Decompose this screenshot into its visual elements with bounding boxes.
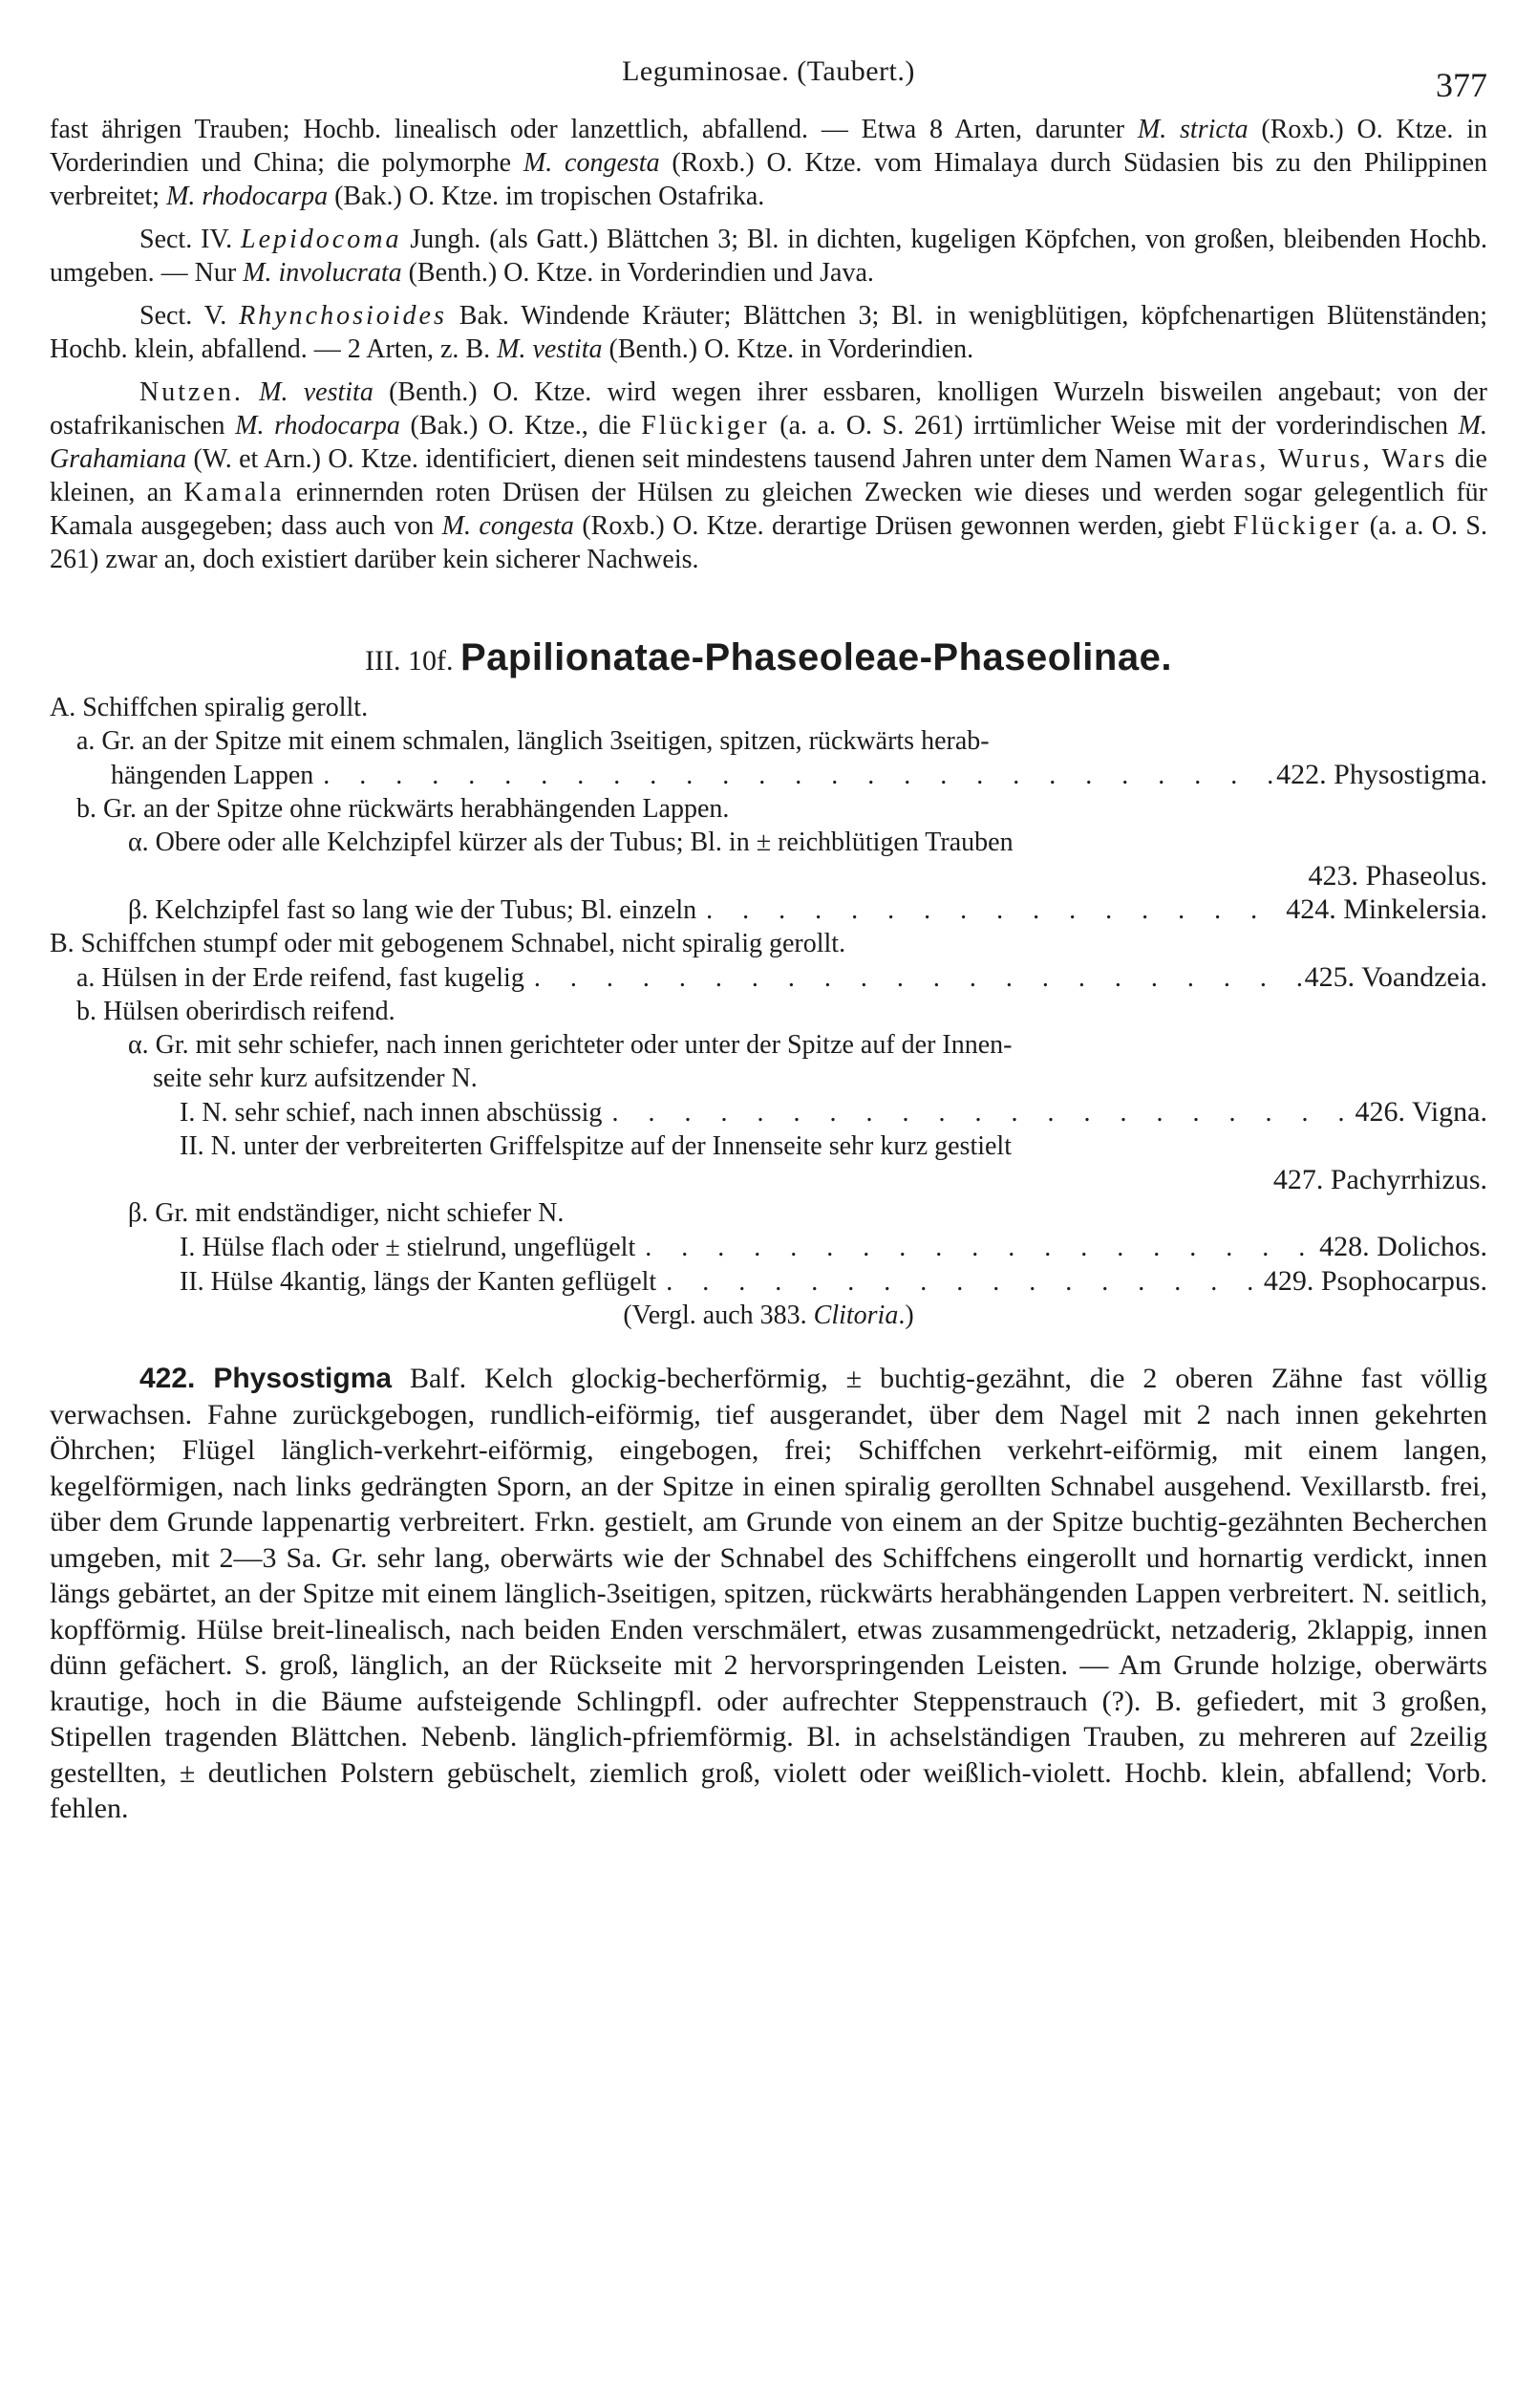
key-genus-423: 423. Phaseolus.: [1308, 860, 1487, 892]
section-title: Papilionatae-Phaseoleae-Phaseolinae.: [460, 636, 1172, 678]
key-genus-427: 427. Pachyrrhizus.: [1272, 1164, 1487, 1195]
key-b-b-alpha: α. Gr. mit sehr schiefer, nach innen gerichteter oder unter der Spitze auf der Innen-: [128, 1030, 1013, 1060]
leader-dots: [602, 1096, 1355, 1129]
document-page: [50, 46, 1487, 1827]
paragraph-nutzen: Nutzen. M. vestita (Benth.) O. Ktze. wird wegen ihrer essbaren, knolligen Wurzeln bisweilen angebaut; von der ostafrikanischen M. rhodocarpa (Bak.) O. Ktze., die Flückiger (a. a. O. S. 261) irrtümlicher Weise mit der vorderindischen M. Grahamiana (W. et Arn.) O. Ktze. identificiert, dienen seit mindestens tausend Jahren unter dem Namen Waras, Wurus, Wars die kleinen, an Kamala erinnernden roten Drüsen der Hülsen zu gleichen Zwecken wie dieses und werden sogar gelegentlich für Kamala ausgegeben; dass auch von M. congesta (Roxb.) O. Ktze. derartige Drüsen gewonnen werden, giebt Flückiger (a. a. O. S. 261) zwar an, doch existiert darüber kein sicherer Nachweis.: [50, 377, 1488, 574]
determination-key: [50, 691, 1487, 1332]
key-genus-428: 428. Dolichos.: [1319, 1231, 1487, 1262]
genus-text: Kelch glockig-becherförmig, ± buchtig-gezähnt, die 2 oberen Zähne fast völlig verwachsen. Fahne zurückgebogen, rundlich-eiförmig, tief ausgerandet, über dem Nagel mit 2 nach innen gekehrten Öhrchen; Flügel länglich-verkehrt-eiförmig, eingebogen, frei; Schiffchen verkehrt-eiförmig, mit einem langen, kegelförmigen, nach links gedrängten Sporn, an der Spitze in einen spiralig gerollten Schnabel ausgehend. Vexillarstb. frei, über dem Grunde lappenartig verbreitert. Frkn. gestielt, am Grunde von einem an der Spitze buchtig-gezähnten Becherchen umgeben, mit 2—3 Sa. Gr. sehr lang, oberwärts wie der Schnabel des Schiffchens eingerollt und hornartig verdickt, innen längs gebärtet, an der Spitze mit einem länglich-3seitigen, spitzen, rückwärts herabhängenden Lappen verbreitert. N. seitlich, kopfförmig. Hülse breit-linealisch, nach beiden Enden verschmälert, etwas zusammengedrückt, netzaderig, 2klappig, innen dünn gefächert. S. groß, länglich, an der Rückseite mit 2 hervorspringenden Leisten. — Am Grunde holzige, oberwärts krautige, hoch in die Bäume aufsteigende Schlingpfl. oder aufrechter Steppenstrauch (?). B. gefiedert, mit 3 großen, Stipellen tragenden Blättchen. Nebenb. länglich-pfriemförmig. Bl. in achselständigen Trauben, zu mehreren auf 2zeilig gestellten, ± deutlichen Polstern gebüschelt, ziemlich groß, violett oder weißlich-violett. Hochb. klein, abfallend; Vorb. fehlen.: [50, 1363, 1487, 1824]
key-entry-422: hängenden Lappen . . . 422. Physostigma.: [50, 758, 1487, 792]
genus-number: 422.: [139, 1363, 196, 1394]
paragraph-continuation: fast ährigen Trauben; Hochb. linealisch oder lanzettlich, abfallend. — Etwa 8 Arten, darunter M. stricta (Roxb.) O. Ktze. in Vorderindien und China; die polymorphe M. congesta (Roxb.) O. Ktze. vom Himalaya durch Südasien bis zu den Philippinen verbreitet; M. rhodocarpa (Bak.) O. Ktze. im tropischen Ostafrika.: [50, 115, 1488, 211]
key-genus-424: 424. Minkelersia.: [1286, 893, 1487, 925]
key-b-b-alpha-cont: seite sehr kurz aufsitzender N.: [153, 1064, 478, 1093]
nutzen-label: Nutzen.: [139, 377, 244, 407]
key-b-b-beta: β. Gr. mit endständiger, nicht schiefer N.: [128, 1198, 565, 1228]
section-number: III. 10f.: [365, 645, 454, 677]
key-entry-428: I. Hülse flach oder ± stielrund, ungeflügelt . . . 428. Dolichos.: [50, 1230, 1487, 1264]
sect-name-lepidocoma: Lepidocoma: [241, 225, 402, 254]
key-cross-reference: (Vergl. auch 383. Clitoria.): [623, 1301, 914, 1330]
running-title: Leguminosae. (Taubert.): [622, 55, 915, 87]
key-b-b-alpha-ii: II. N. unter der verbreiterten Griffelspitze auf der Innenseite sehr kurz gestielt: [180, 1131, 1012, 1161]
leader-dots: [524, 961, 1305, 995]
key-a: A. Schiffchen spiralig gerollt.: [50, 693, 369, 722]
key-genus-426: 426. Vigna.: [1355, 1096, 1487, 1128]
key-b: B. Schiffchen stumpf oder mit gebogenem Schnabel, nicht spiralig gerollt.: [50, 929, 846, 958]
key-genus-429: 429. Psophocarpus.: [1263, 1265, 1487, 1297]
section-heading: [50, 635, 1487, 683]
key-entry-425: a. Hülsen in der Erde reifend, fast kugelig . . . 425. Voandzeia.: [50, 960, 1487, 995]
leader-dots: [635, 1231, 1319, 1264]
key-genus-425: 425. Voandzeia.: [1304, 961, 1487, 993]
paragraph-sect-5: Sect. V. Rhynchosioides Bak. Windende Kräuter; Blättchen 3; Bl. in wenigblütigen, köpfchenartigen Blütenständen; Hochb. klein, abfallend. — 2 Arten, z. B. M. vestita (Benth.) O. Ktze. in Vorderindien.: [50, 301, 1488, 364]
key-a-b-alpha: α. Obere oder alle Kelchzipfel kürzer als der Tubus; Bl. in ± reichblütigen Trauben: [128, 828, 1014, 857]
key-entry-429: II. Hülse 4kantig, längs der Kanten geflügelt . . . 429. Psophocarpus.: [50, 1264, 1487, 1299]
page-header: [50, 46, 1487, 113]
leader-dots: [313, 759, 1276, 792]
leader-dots: [696, 893, 1286, 927]
paragraph-sect-4: Sect. IV. Lepidocoma Jungh. (als Gatt.) Blättchen 3; Bl. in dichten, kugeligen Köpfchen, von großen, bleibenden Hochb. umgeben. — Nur M. involucrata (Benth.) O. Ktze. in Vorderindien und Java.: [50, 225, 1488, 288]
key-a-a: a. Gr. an der Spitze mit einem schmalen, länglich 3seitigen, spitzen, rückwärts herab-: [76, 726, 990, 756]
genus-author: Balf.: [392, 1363, 467, 1394]
genus-description-physostigma: [50, 1361, 1487, 1827]
leader-dots: [656, 1265, 1264, 1299]
key-b-b: b. Hülsen oberirdisch reifend.: [76, 997, 395, 1026]
sect-name-rhynchosioides: Rhynchosioides: [239, 301, 447, 331]
page-number: 377: [1436, 66, 1487, 104]
key-entry-424: β. Kelchzipfel fast so lang wie der Tubus; Bl. einzeln . . . 424. Minkelersia.: [50, 892, 1487, 927]
genus-name: Physostigma: [213, 1363, 393, 1394]
key-genus-422: 422. Physostigma.: [1276, 759, 1487, 790]
key-a-b: b. Gr. an der Spitze ohne rückwärts herabhängenden Lappen.: [76, 794, 730, 824]
key-entry-426: I. N. sehr schief, nach innen abschüssig . . . 426. Vigna.: [50, 1095, 1487, 1129]
